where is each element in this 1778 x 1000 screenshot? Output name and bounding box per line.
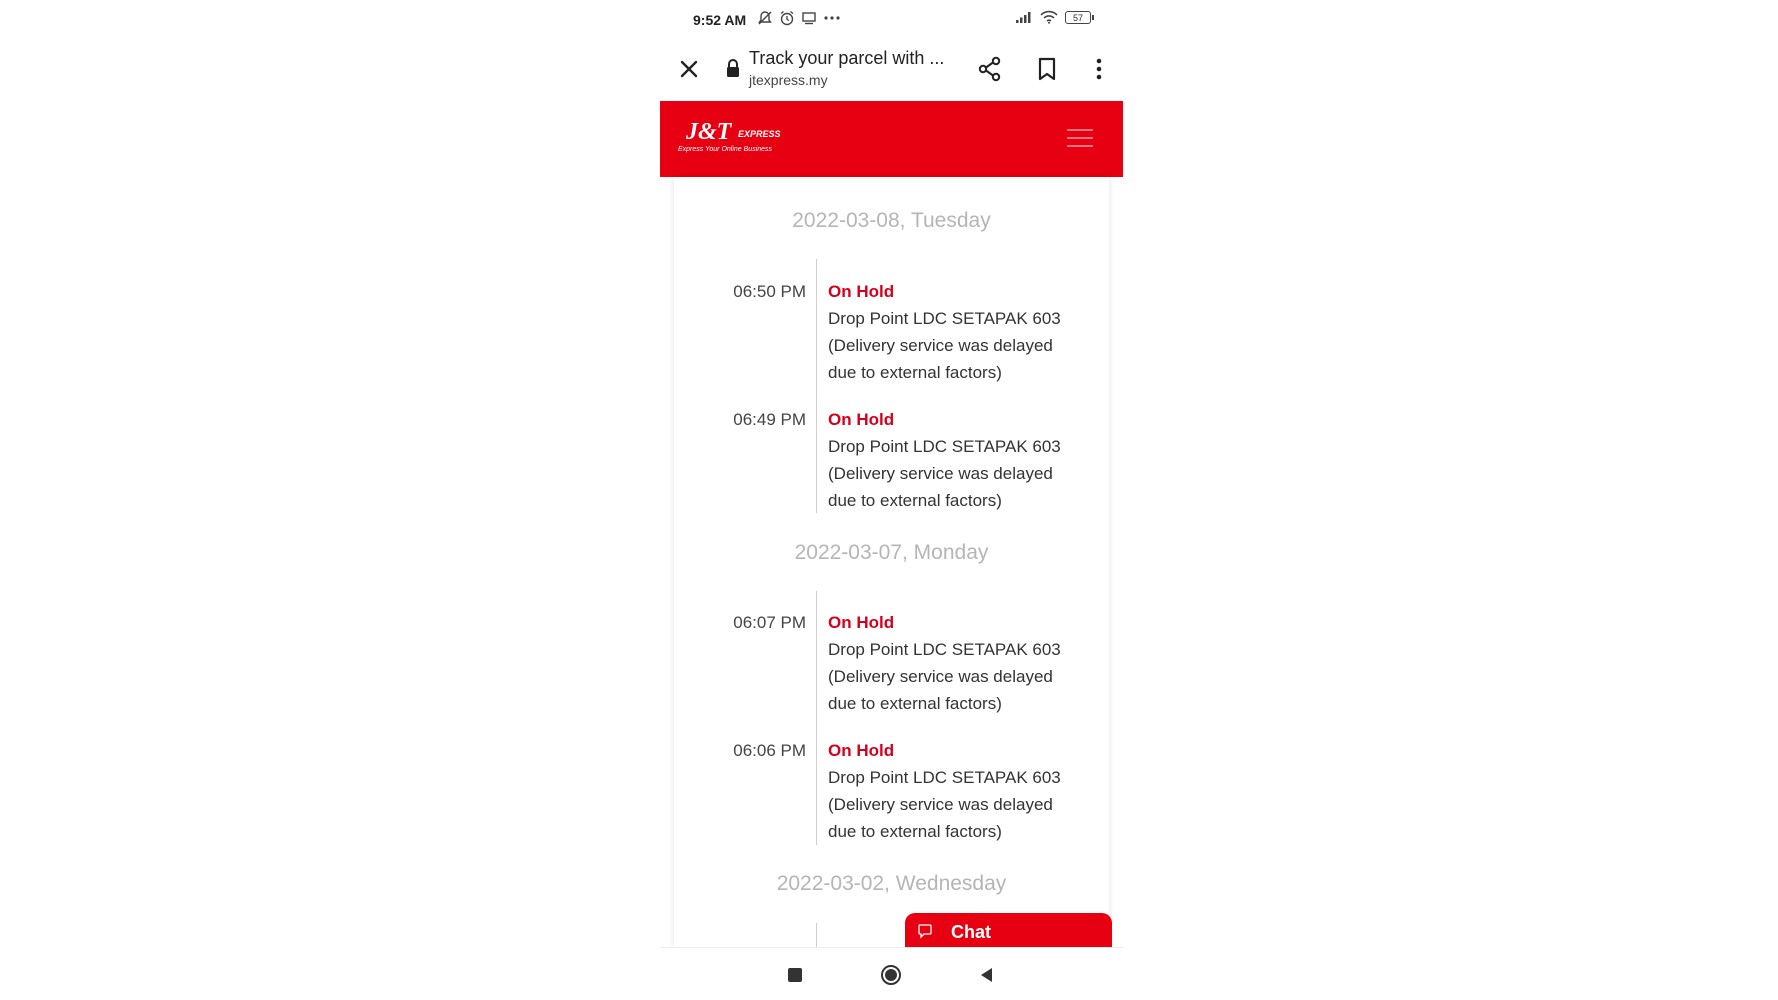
chat-label: Chat	[951, 922, 991, 942]
date-heading: 2022-03-08, Tuesday	[792, 209, 991, 232]
status-time: 9:52 AM	[693, 12, 747, 28]
event-status: On Hold	[828, 741, 895, 760]
date-heading: 2022-03-02, Wednesday	[776, 872, 1007, 895]
event-description: Drop Point LDC SETAPAK 603 (Delivery service was delayed due to external factors)	[828, 437, 1061, 510]
close-icon[interactable]	[674, 54, 704, 84]
timeline-line	[816, 923, 817, 947]
chat-bubble-icon	[917, 923, 933, 939]
jt-express-logo[interactable]	[674, 119, 799, 159]
home-icon[interactable]	[880, 964, 902, 986]
phone-screen	[660, 0, 1123, 1000]
event-status: On Hold	[828, 282, 895, 301]
battery-level: 57	[1072, 12, 1083, 23]
tracking-timeline	[674, 177, 1109, 947]
timeline-line	[816, 259, 817, 513]
bookmark-icon[interactable]	[1032, 54, 1062, 84]
event-status: On Hold	[828, 613, 895, 632]
share-icon[interactable]	[975, 54, 1005, 84]
recent-apps-icon[interactable]	[788, 968, 802, 982]
logo-text: J&T	[686, 119, 732, 145]
more-dots-icon	[823, 10, 841, 26]
event-time: 06:07 PM	[733, 613, 806, 632]
status-icons-right	[1015, 10, 1091, 24]
more-vertical-icon[interactable]	[1084, 54, 1114, 84]
date-heading: 2022-03-07, Monday	[794, 541, 989, 564]
event-description: Drop Point LDC SETAPAK 603 (Delivery service was delayed due to external factors)	[828, 640, 1061, 713]
battery-icon	[1065, 11, 1091, 24]
event-description: Drop Point LDC SETAPAK 603 (Delivery service was delayed due to external factors)	[828, 309, 1061, 382]
page-title[interactable]: Track your parcel with ...	[749, 48, 945, 68]
back-icon[interactable]	[978, 966, 994, 984]
status-icons-left	[757, 10, 841, 26]
wifi-icon	[1040, 10, 1058, 24]
event-time: 06:49 PM	[733, 410, 806, 429]
event-status: On Hold	[828, 410, 895, 429]
timeline-line	[816, 591, 817, 845]
menu-icon[interactable]	[1063, 123, 1097, 153]
event-time: 06:06 PM	[733, 741, 806, 760]
cast-icon	[801, 10, 817, 26]
logo-tagline: Express Your Online Business	[678, 146, 773, 153]
event-description: Drop Point LDC SETAPAK 603 (Delivery service was delayed due to external factors)	[828, 768, 1061, 841]
logo-sub: EXPRESS	[738, 129, 781, 139]
lock-icon	[725, 58, 741, 78]
status-bar	[660, 0, 1123, 40]
alarm-icon	[779, 10, 795, 26]
page-url[interactable]: jtexpress.my	[749, 72, 828, 88]
site-header	[660, 101, 1123, 177]
signal-icon	[1015, 10, 1033, 24]
notifications-off-icon	[757, 10, 773, 26]
event-time: 06:50 PM	[733, 282, 806, 301]
browser-toolbar	[660, 40, 1123, 100]
system-nav-bar	[660, 947, 1123, 1000]
